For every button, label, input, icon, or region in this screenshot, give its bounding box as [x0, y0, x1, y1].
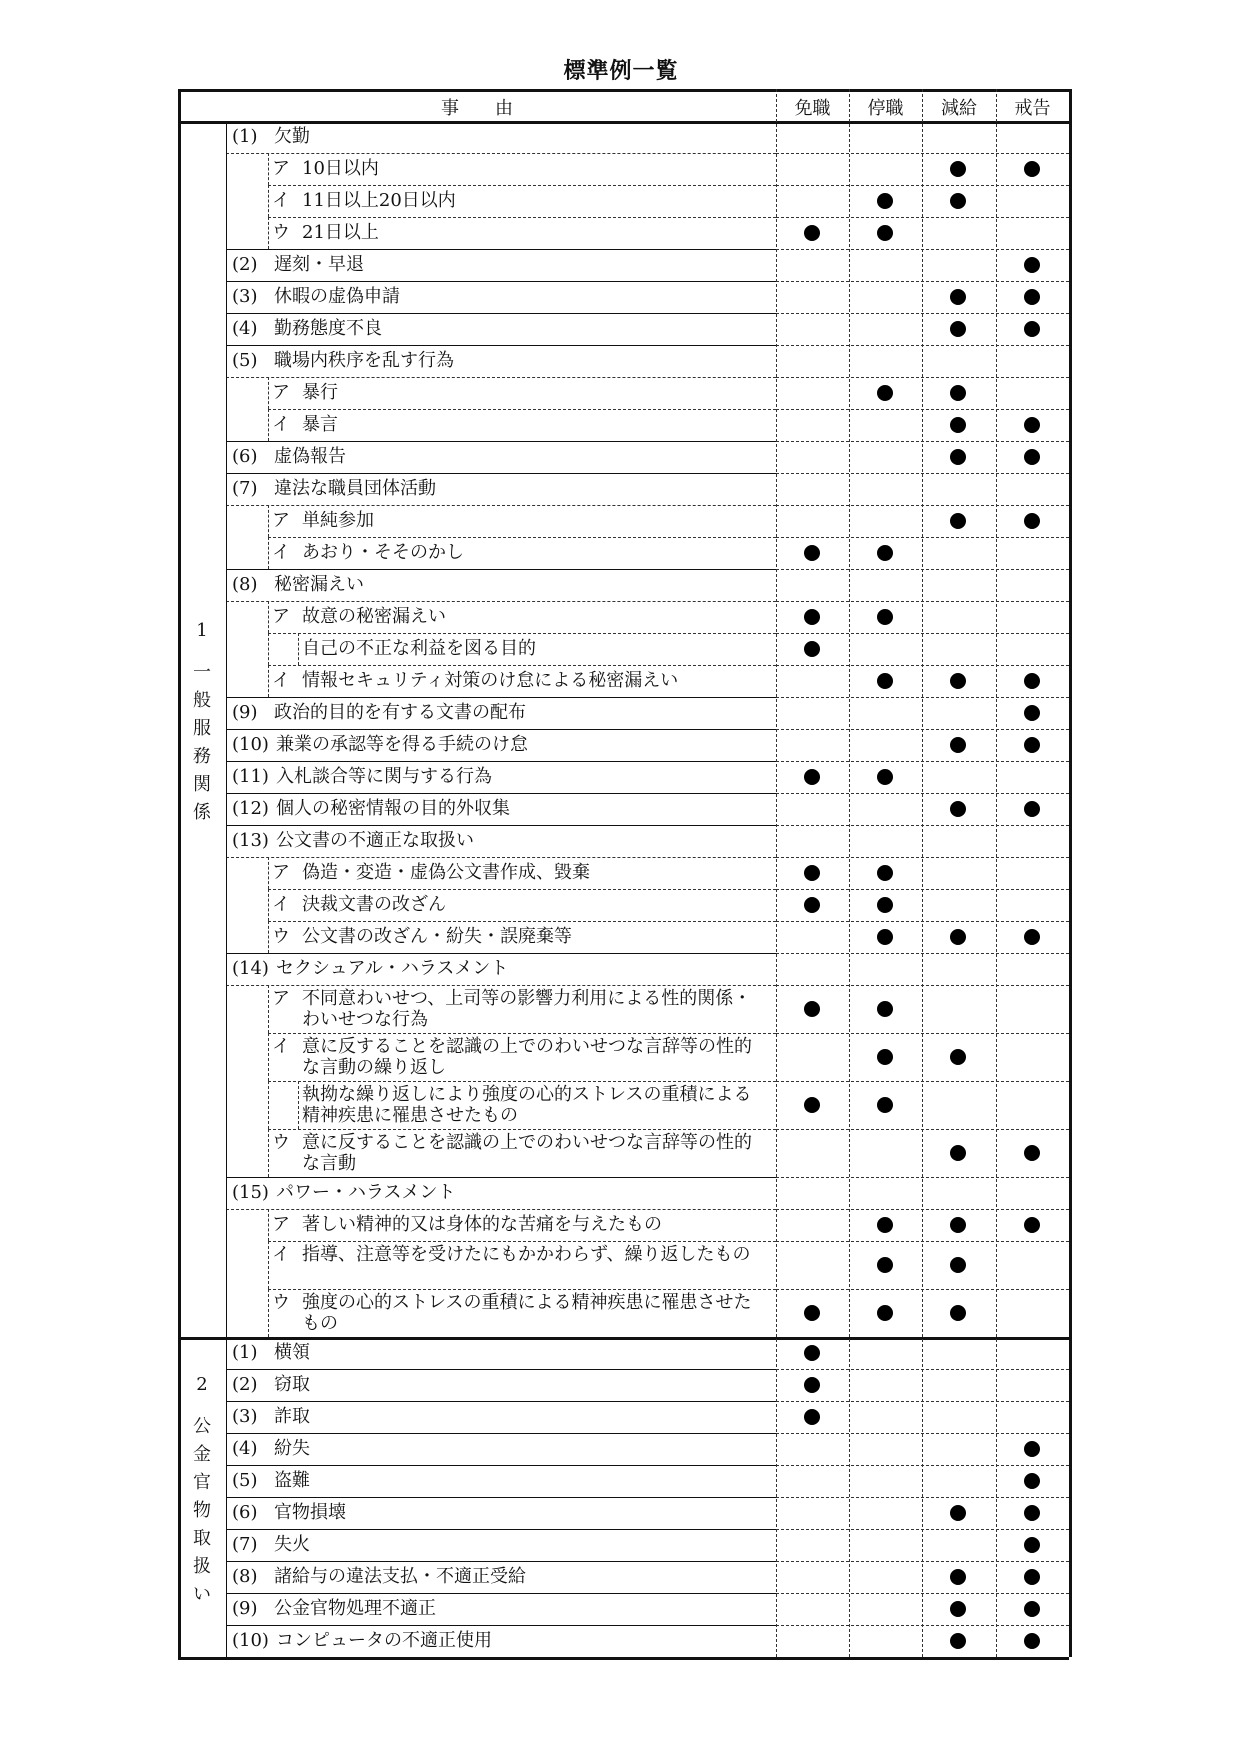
penalty-mark-reprimand [1024, 289, 1040, 305]
row-divider [268, 537, 776, 538]
penalty-mark-pay-cut [950, 513, 966, 529]
penalty-column-divider [996, 89, 997, 1657]
penalty-mark-suspension [877, 673, 893, 689]
indent-guide [268, 537, 269, 569]
row-reason-text: 偽造・変造・虚偽公文書作成、毀棄 [302, 862, 590, 883]
section-name-char: 公 [193, 1416, 211, 1437]
row-divider [226, 1625, 776, 1626]
penalty-mark-suspension [877, 1257, 893, 1273]
section-column-divider [226, 121, 227, 1657]
indent-guide [268, 409, 269, 441]
row-divider [268, 633, 776, 634]
penalty-mark-pay-cut [950, 801, 966, 817]
indent-guide [268, 665, 269, 697]
row-number: イ [272, 670, 290, 691]
row-divider [268, 921, 776, 922]
indent-guide [298, 1081, 299, 1129]
penalty-mark-suspension [877, 769, 893, 785]
row-divider [268, 217, 776, 218]
row-divider [226, 1369, 776, 1370]
row-reason-text: パワー・ハラスメント [276, 1182, 456, 1203]
row-reason-text: 意に反することを認識の上でのわいせつな言辞等の性的な言動の繰り返し [302, 1036, 752, 1078]
row-number: (2) [232, 1374, 258, 1395]
row-number: ウ [272, 1132, 290, 1153]
row-divider [226, 1561, 776, 1562]
penalty-mark-reprimand [1024, 1633, 1040, 1649]
row-number: (11) [232, 766, 269, 787]
row-reason-text: 休暇の虚偽申請 [274, 286, 400, 307]
penalty-mark-pay-cut [950, 1305, 966, 1321]
row-number: (8) [232, 574, 258, 595]
row-reason-text: コンピュータの不適正使用 [276, 1630, 492, 1651]
row-number: (2) [232, 254, 258, 275]
section-name-char: 取 [193, 1528, 211, 1549]
penalty-mark-dismissal [804, 1305, 820, 1321]
penalty-mark-pay-cut [950, 673, 966, 689]
row-number: (4) [232, 1438, 258, 1459]
indent-guide [268, 857, 269, 889]
penalty-mark-reprimand [1024, 257, 1040, 273]
penalty-mark-dismissal [804, 609, 820, 625]
penalty-mark-pay-cut [950, 1601, 966, 1617]
penalty-mark-pay-cut [950, 1569, 966, 1585]
section-label [187, 1371, 217, 1609]
penalty-mark-pay-cut [950, 449, 966, 465]
row-divider [226, 377, 776, 378]
section-name-char: 扱 [193, 1556, 211, 1577]
indent-guide [268, 633, 269, 665]
section-name-char: 金 [193, 1444, 211, 1465]
row-divider [226, 1433, 776, 1434]
penalty-mark-reprimand [1024, 801, 1040, 817]
penalty-mark-reprimand [1024, 161, 1040, 177]
table-bottom-border [178, 1657, 1069, 1660]
row-number: ウ [272, 222, 290, 243]
row-reason-text: 詐取 [274, 1406, 310, 1427]
row-number: (15) [232, 1182, 269, 1203]
penalty-mark-pay-cut [950, 1049, 966, 1065]
row-reason-text: 決裁文書の改ざん [302, 894, 446, 915]
indent-guide [268, 153, 269, 185]
row-number: ア [272, 862, 290, 883]
row-divider [226, 1593, 776, 1594]
row-divider [226, 281, 776, 282]
row-reason-text: 著しい精神的又は身体的な苦痛を与えたもの [302, 1214, 662, 1235]
row-divider [226, 441, 776, 442]
section-number: 1 [196, 620, 208, 641]
penalty-mark-dismissal [804, 225, 820, 241]
row-divider [268, 889, 776, 890]
indent-guide [268, 1289, 269, 1337]
row-reason-text: 故意の秘密漏えい [302, 606, 446, 627]
indent-guide [268, 185, 269, 217]
row-divider [226, 473, 776, 474]
penalty-mark-suspension [877, 225, 893, 241]
penalty-mark-reprimand [1024, 1537, 1040, 1553]
row-number: ア [272, 1214, 290, 1235]
penalty-mark-suspension [877, 193, 893, 209]
row-reason-text: 暴行 [302, 382, 338, 403]
row-divider [268, 1081, 776, 1082]
row-divider [268, 665, 776, 666]
row-reason-text: 窃取 [274, 1374, 310, 1395]
row-reason-text: 勤務態度不良 [274, 318, 382, 339]
row-divider [226, 1529, 776, 1530]
row-divider [226, 1209, 776, 1210]
row-divider [226, 953, 776, 954]
row-number: イ [272, 190, 290, 211]
penalty-mark-suspension [877, 1001, 893, 1017]
penalty-mark-pay-cut [950, 737, 966, 753]
row-divider [226, 153, 776, 154]
row-reason-text: 入札談合等に関与する行為 [276, 766, 492, 787]
penalty-mark-suspension [877, 545, 893, 561]
section-name-char: 物 [193, 1500, 211, 1521]
row-divider [226, 569, 776, 570]
row-number: (14) [232, 958, 269, 979]
header-col-0: 免職 [794, 98, 831, 119]
row-divider [226, 697, 776, 698]
section-name-char: 官 [193, 1472, 211, 1493]
indent-guide [268, 889, 269, 921]
row-number: ウ [272, 926, 290, 947]
penalty-mark-reprimand [1024, 673, 1040, 689]
row-reason-text: 不同意わいせつ、上司等の影響力利用による性的関係・わいせつな行為 [302, 988, 752, 1030]
row-number: (6) [232, 1502, 258, 1523]
row-divider [268, 409, 776, 410]
row-reason-text: 21日以上 [302, 222, 379, 243]
row-reason-text: 公金官物処理不適正 [274, 1598, 436, 1619]
row-divider [226, 1497, 776, 1498]
row-number: イ [272, 1244, 290, 1265]
row-reason-text: あおり・そそのかし [302, 542, 464, 563]
penalty-mark-reprimand [1024, 321, 1040, 337]
row-divider [226, 1177, 776, 1178]
row-reason-text: 紛失 [274, 1438, 310, 1459]
penalty-mark-reprimand [1024, 449, 1040, 465]
row-reason-text: 強度の心的ストレスの重積による精神疾患に罹患させたもの [302, 1292, 752, 1334]
penalty-mark-suspension [877, 929, 893, 945]
penalty-mark-pay-cut [950, 193, 966, 209]
penalty-mark-pay-cut [950, 1217, 966, 1233]
row-divider [226, 825, 776, 826]
table-left-border [178, 89, 181, 1657]
row-reason-text: 欠勤 [274, 126, 310, 147]
row-reason-text: 失火 [274, 1534, 310, 1555]
row-reason-text: 秘密漏えい [274, 574, 364, 595]
indent-guide [268, 505, 269, 537]
row-reason-text: 盗難 [274, 1470, 310, 1491]
row-number: (1) [232, 1342, 258, 1363]
indent-guide [268, 1241, 269, 1289]
section-name-char: 係 [193, 802, 211, 823]
penalty-mark-dismissal [804, 1001, 820, 1017]
row-number: ア [272, 382, 290, 403]
row-reason-text: 官物損壊 [274, 1502, 346, 1523]
indent-guide [268, 217, 269, 249]
row-number: ア [272, 510, 290, 531]
penalty-mark-reprimand [1024, 737, 1040, 753]
row-divider [226, 1465, 776, 1466]
table-right-border [1069, 89, 1072, 1657]
header-bottom-border [178, 121, 1069, 124]
row-reason-text: 横領 [274, 1342, 310, 1363]
row-divider [226, 601, 776, 602]
row-reason-text: 10日以内 [302, 158, 379, 179]
header-col-2: 減給 [941, 98, 977, 119]
row-divider [226, 793, 776, 794]
penalty-mark-reprimand [1024, 705, 1040, 721]
penalty-mark-pay-cut [950, 1505, 966, 1521]
section-name-char: い [193, 1584, 211, 1605]
row-number: (3) [232, 286, 258, 307]
penalty-mark-dismissal [804, 1377, 820, 1393]
row-number: ウ [272, 1292, 290, 1313]
penalty-mark-dismissal [804, 641, 820, 657]
row-reason-text: 意に反することを認識の上でのわいせつな言辞等の性的な言動 [302, 1132, 752, 1174]
penalty-mark-pay-cut [950, 1257, 966, 1273]
row-number: (3) [232, 1406, 258, 1427]
row-number: イ [272, 1036, 290, 1057]
penalty-mark-dismissal [804, 1097, 820, 1113]
penalty-column-divider [849, 89, 850, 1657]
penalty-mark-suspension [877, 865, 893, 881]
row-number: (4) [232, 318, 258, 339]
penalty-mark-reprimand [1024, 1601, 1040, 1617]
penalty-mark-pay-cut [950, 321, 966, 337]
row-reason-text: 個人の秘密情報の目的外収集 [276, 798, 510, 819]
row-number: (1) [232, 126, 258, 147]
section-divider [178, 1337, 1069, 1340]
header-col-3: 戒告 [1014, 98, 1051, 119]
row-divider [226, 729, 776, 730]
row-reason-text: 公文書の不適正な取扱い [276, 830, 474, 851]
row-divider [268, 1289, 776, 1290]
penalty-mark-dismissal [804, 545, 820, 561]
penalty-mark-reprimand [1024, 417, 1040, 433]
row-reason-text: 単純参加 [302, 510, 374, 531]
penalty-mark-dismissal [804, 865, 820, 881]
row-reason-text: 違法な職員団体活動 [274, 478, 436, 499]
row-reason-text: 執拗な繰り返しにより強度の心的ストレスの重積による精神疾患に罹患させたもの [302, 1084, 752, 1126]
penalty-mark-suspension [877, 1305, 893, 1321]
penalty-mark-pay-cut [950, 929, 966, 945]
section-name-char: 関 [193, 774, 211, 795]
penalty-mark-dismissal [804, 1409, 820, 1425]
row-number: ア [272, 606, 290, 627]
penalty-mark-suspension [877, 1097, 893, 1113]
indent-guide [268, 1081, 269, 1129]
penalty-mark-pay-cut [950, 417, 966, 433]
penalty-mark-suspension [877, 897, 893, 913]
row-reason-text: 政治的目的を有する文書の配布 [274, 702, 526, 723]
row-number: イ [272, 894, 290, 915]
row-number: (12) [232, 798, 269, 819]
row-number: (9) [232, 702, 258, 723]
section-name-char: 服 [193, 718, 211, 739]
penalty-mark-suspension [877, 1049, 893, 1065]
indent-guide [268, 1033, 269, 1081]
row-number: (10) [232, 1630, 269, 1651]
penalty-mark-dismissal [804, 897, 820, 913]
penalty-mark-reprimand [1024, 1217, 1040, 1233]
indent-guide [268, 921, 269, 953]
row-divider [226, 1401, 776, 1402]
row-number: (10) [232, 734, 269, 755]
penalty-mark-reprimand [1024, 1569, 1040, 1585]
table-top-border [178, 89, 1069, 92]
row-divider [268, 1033, 776, 1034]
section-name-char: 一 [193, 662, 211, 683]
indent-guide [268, 985, 269, 1033]
row-number: イ [272, 542, 290, 563]
section-number: 2 [196, 1374, 208, 1395]
row-divider [226, 345, 776, 346]
penalty-mark-reprimand [1024, 1441, 1040, 1457]
row-reason-text: 11日以上20日以内 [302, 190, 456, 211]
row-number: (13) [232, 830, 269, 851]
penalty-mark-reprimand [1024, 1505, 1040, 1521]
row-reason-text: 虚偽報告 [274, 446, 346, 467]
row-reason-text: 諸給与の違法支払・不適正受給 [274, 1566, 526, 1587]
row-divider [268, 1241, 776, 1242]
indent-guide [268, 377, 269, 409]
row-reason-text: 兼業の承認等を得る手続のけ怠 [276, 734, 528, 755]
row-number: (8) [232, 1566, 258, 1587]
header-reason: 事 由 [441, 98, 513, 119]
penalty-mark-dismissal [804, 769, 820, 785]
penalty-mark-reprimand [1024, 1473, 1040, 1489]
penalty-mark-suspension [877, 609, 893, 625]
row-reason-text: 公文書の改ざん・紛失・誤廃棄等 [302, 926, 572, 947]
indent-guide [268, 1129, 269, 1177]
penalty-mark-pay-cut [950, 385, 966, 401]
penalty-mark-pay-cut [950, 289, 966, 305]
row-number: イ [272, 414, 290, 435]
indent-guide [268, 1209, 269, 1241]
section-label [187, 617, 217, 827]
section-name-char: 般 [193, 690, 211, 711]
row-divider [226, 505, 776, 506]
row-divider [268, 185, 776, 186]
row-reason-text: 自己の不正な利益を図る目的 [302, 638, 536, 659]
penalty-mark-pay-cut [950, 1633, 966, 1649]
section-name-char: 務 [193, 746, 211, 767]
row-divider [226, 761, 776, 762]
row-reason-text: 指導、注意等を受けたにもかかわらず、繰り返したもの [302, 1244, 751, 1265]
penalty-column-divider [922, 89, 923, 1657]
row-number: ア [272, 158, 290, 179]
row-number: (5) [232, 350, 258, 371]
row-number: (9) [232, 1598, 258, 1619]
row-reason-text: 暴言 [302, 414, 338, 435]
penalty-mark-reprimand [1024, 1145, 1040, 1161]
row-divider [226, 313, 776, 314]
row-divider [226, 985, 776, 986]
row-number: (6) [232, 446, 258, 467]
penalty-column-divider [776, 89, 777, 1657]
penalty-mark-suspension [877, 1217, 893, 1233]
row-reason-text: 職場内秩序を乱す行為 [274, 350, 454, 371]
penalty-mark-pay-cut [950, 161, 966, 177]
penalty-mark-reprimand [1024, 929, 1040, 945]
row-reason-text: 情報セキュリティ対策のけ怠による秘密漏えい [302, 670, 679, 691]
penalty-mark-dismissal [804, 1345, 820, 1361]
row-number: (7) [232, 1534, 258, 1555]
penalty-mark-pay-cut [950, 1145, 966, 1161]
row-divider [268, 1129, 776, 1130]
row-number: (7) [232, 478, 258, 499]
row-divider [226, 249, 776, 250]
row-reason-text: 遅刻・早退 [274, 254, 364, 275]
page-title: 標準例一覧 [563, 59, 679, 84]
row-divider [226, 857, 776, 858]
row-number: ア [272, 988, 290, 1009]
row-reason-text: セクシュアル・ハラスメント [276, 958, 509, 979]
penalty-mark-reprimand [1024, 513, 1040, 529]
penalty-mark-suspension [877, 385, 893, 401]
header-col-1: 停職 [867, 98, 904, 119]
row-number: (5) [232, 1470, 258, 1491]
indent-guide [298, 633, 299, 665]
indent-guide [268, 601, 269, 633]
